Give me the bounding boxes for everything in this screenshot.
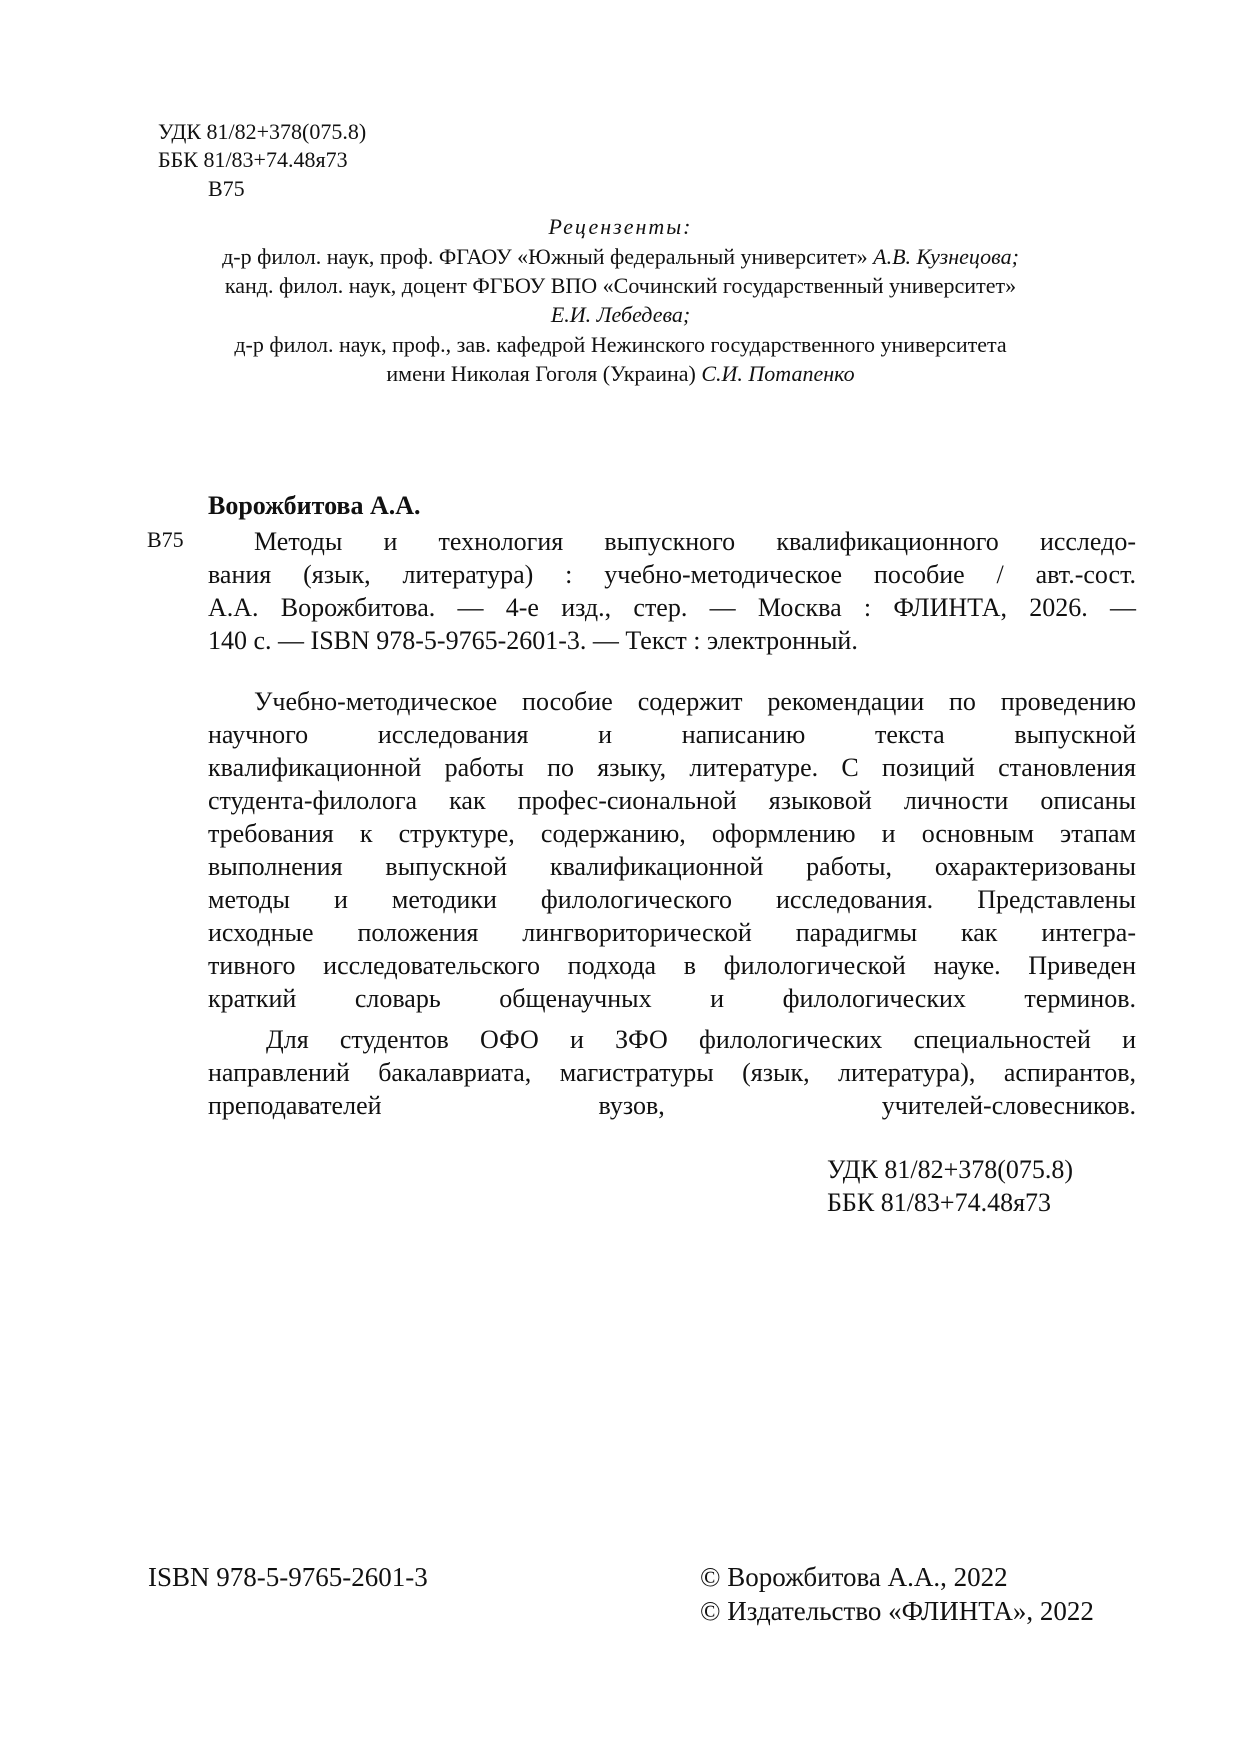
reviewer-2-affiliation: канд. филол. наук, доцент ФГБОУ ВПО «Сочинский государственный университет» [224,273,1017,298]
bib-line-3: А.А. Ворожбитова. — 4-е изд., стер. — Москва : ФЛИНТА, 2026. — [208,593,1136,622]
isbn-footer: ISBN 978-5-9765-2601-3 [148,1562,428,1592]
copyright-publisher: © Издательство «ФЛИНТА», 2022 [700,1596,1094,1626]
abstract-p1-line-8: исходные положения лингвориторической парадигмы как интегра- [208,918,1136,947]
copyright-author: © Ворожбитова А.А., 2022 [700,1562,1008,1592]
author-mark-left: В75 [147,527,184,552]
udk-code-bottom: УДК 81/82+378(075.8) [827,1155,1074,1184]
reviewer-3-affiliation-cont: имени Николая Гоголя (Украина) [386,361,696,386]
abstract-p1-line-9: тивного исследовательского подхода в филологической науке. Приведен [208,951,1136,980]
bbk-code-top: ББК 81/83+74.48я73 [158,147,348,172]
reviewer-3-name: С.И. Потапенко [701,361,855,386]
abstract-p1-line-6: выполнения выпускной квалификационной работы, охарактеризованы [208,852,1136,881]
abstract-p2-line-2: направлений бакалавриата, магистратуры (язык, литература), аспирантов, [208,1058,1136,1087]
reviewer-1-name: А.В. Кузнецова; [873,244,1019,269]
reviewer-1-affiliation: д-р филол. наук, проф. ФГАОУ «Южный федеральный университет» [222,244,868,269]
bib-line-2: вания (язык, литература) : учебно-методическое пособие / авт.-сост. [208,560,1136,589]
reviewer-3-affiliation: д-р филол. наук, проф., зав. кафедрой Нежинского государственного университета [234,332,1007,357]
abstract-p1-line-3: квалификационной работы по языку, литературе. С позиций становления [208,753,1136,782]
author-heading: Ворожбитова А.А. [208,491,421,520]
abstract-p1-line-10: краткий словарь общенаучных и филологических терминов. [208,984,1136,1013]
abstract-p2-line-1: Для студентов ОФО и ЗФО филологических специальностей и [266,1025,1136,1054]
bbk-code-bottom: ББК 81/83+74.48я73 [827,1188,1052,1217]
reviewer-1 [0,243,1241,270]
abstract-p2-line-3: преподавателей вузов, учителей-словесников. [208,1091,1136,1120]
abstract-p1-line-2: научного исследования и написанию текста выпускной [208,720,1136,749]
reviewers-title: Рецензенты: [548,214,693,239]
bib-line-1: Методы и технология выпускного квалификационного исследо- [254,527,1136,556]
abstract-p1-line-7: методы и методики филологического исследования. Представлены [208,885,1136,914]
udk-code-top: УДК 81/82+378(075.8) [158,119,367,144]
abstract-p1-line-5: требования к структуре, содержанию, оформлению и основным этапам [208,819,1136,848]
reviewer-3 [0,360,1241,387]
abstract-p1-line-4: студента-филолога как профес-сиональной языковой личности описаны [208,786,1136,815]
reviewer-2-name: Е.И. Лебедева; [550,302,691,327]
bib-line-4: 140 с. — ISBN 978-5-9765-2601-3. — Текст : электронный. [208,626,858,655]
abstract-p1-line-1: Учебно-методическое пособие содержит рекомендации по проведению [254,687,1136,716]
author-mark-top: В75 [208,176,245,201]
